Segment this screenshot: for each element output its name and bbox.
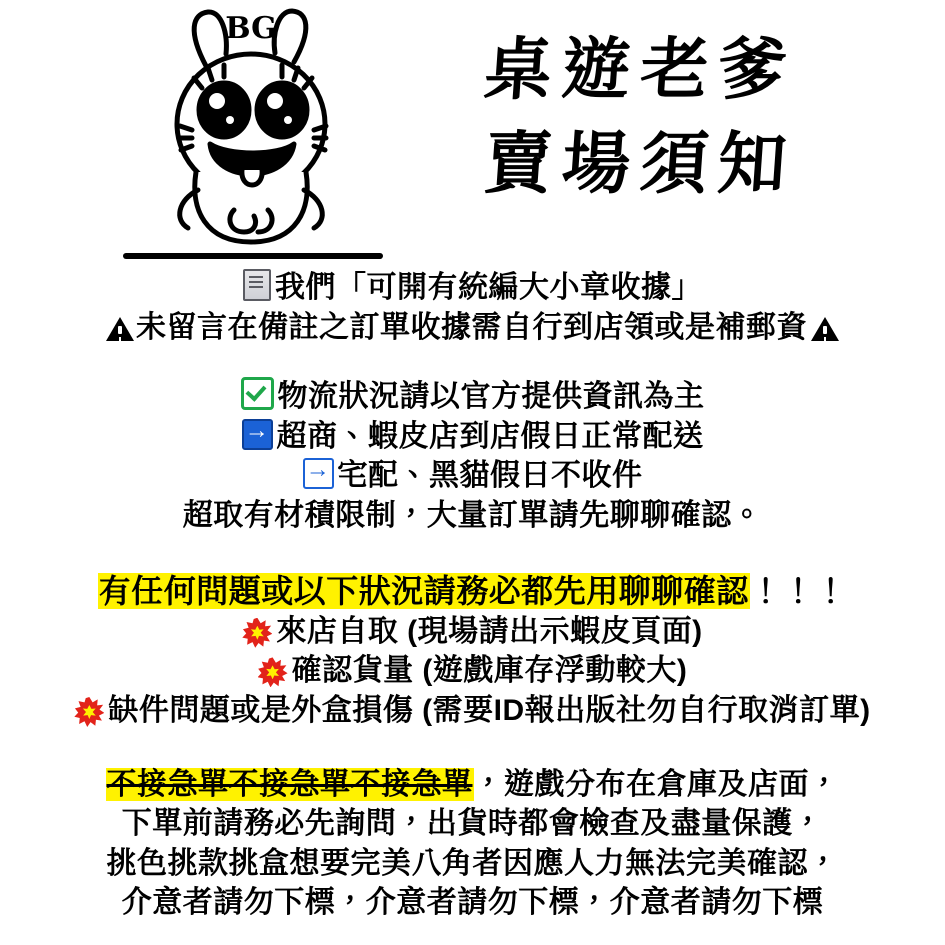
shipping-line-4: 超取有材積限制，大量訂單請先聊聊確認。 [182,498,763,532]
contact-heading-suffix: ！！！ [749,572,848,609]
urgent-line-3: 挑色挑款挑盒想要完美八角者因應人力無法完美確認， [106,846,839,880]
contact-heading [0,570,945,612]
contact-item-3 [0,691,945,731]
receipt-line-1-text: 我們「可開有統編大小章收據」 [275,271,702,304]
contact-item-3-text: 缺件問題或是外盒損傷 (需要ID報出版社勿自行取消訂單) [108,693,871,727]
urgent-line-1 [0,765,945,805]
contact-item-1-text: 來店自取 (現場請出示蝦皮頁面) [276,614,703,648]
shipping-line-3 [0,456,945,496]
title-line-1: 桌遊老爹 [481,30,799,110]
urgent-line-2: 下單前請務必先詢問，出貨時都會檢查及盡量保護， [121,807,824,841]
shipping-line-1 [0,377,945,417]
spacer-1 [0,347,945,377]
spacer-3 [0,731,945,765]
urgent-highlight: 不接急單不接急單不接急單 [106,767,473,801]
receipt-line-2 [0,308,945,348]
urgent-line-4: 介意者請勿下標，介意者請勿下標，介意者請勿下標 [121,886,824,920]
shipping-line-2-text: 超商、蝦皮店到店假日正常配送 [276,419,704,453]
page-header [0,0,945,268]
contact-item-1 [0,612,945,652]
receipt-icon [243,269,271,301]
spacer-2 [0,536,945,570]
notice-content [0,268,945,923]
warning-icon-left [106,317,134,341]
shipping-line-3-text: 宅配、黑貓假日不收件 [337,459,643,493]
shipping-line-2 [0,417,945,457]
check-icon [241,377,274,410]
svg-text:BG: BG [225,11,277,46]
title-line-2: 賣場須知 [481,123,799,204]
receipt-line-2-text: 未留言在備註之訂單收據需自行到店領或是補郵資 [136,310,807,344]
collision-icon-2 [258,657,288,687]
mascot-illustration [118,4,388,266]
contact-item-2 [0,651,945,691]
contact-heading-highlight: 有任何問題或以下狀況請務必都先用聊聊確認 [98,572,749,609]
contact-item-2-text: 確認貨量 (遊戲庫存浮動較大) [291,654,688,688]
warning-icon-right [811,317,839,341]
urgent-line-1-rest: ，遊戲分布在倉庫及店面， [473,767,840,801]
title-block [420,24,860,212]
collision-icon-3 [74,697,104,727]
arrow-right-icon-1 [242,419,273,450]
arrow-right-icon-2 [303,458,334,489]
shipping-line-1-text: 物流狀況請以官方提供資訊為主 [277,380,705,414]
receipt-line-1 [0,268,945,308]
collision-icon-1 [242,618,272,648]
